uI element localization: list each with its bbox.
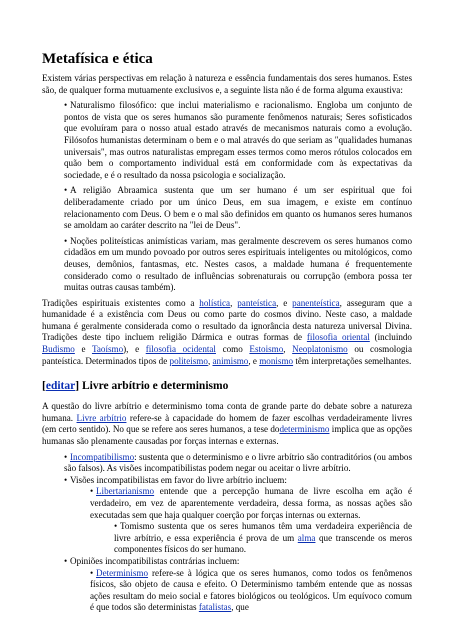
- bullet-icon: •: [64, 451, 68, 462]
- link-determinismo[interactable]: determinismo: [279, 424, 330, 435]
- list-item: • Determinismo refere-se à lógica que os seres humanos, como todos os fenômenos físicos, são objeto de causa e efeito. O Determinismo também entende que as nossas ações resultam do meio social e fatores biológicos ou teológicos. Um equívoco comum é que todos são deterministas fatalistas, que: [90, 567, 412, 613]
- list-item: • Incompatibilismo: sustenta que o determinismo e o livre arbítrio são contraditórios (ou ambos são falsos). As visões incompatibilistas podem negar ou aceitar o livre arbítrio.: [64, 451, 412, 474]
- bullet-icon: •: [64, 100, 68, 111]
- section-heading: [editar] Livre arbítrio e determinismo: [42, 380, 229, 393]
- page-title: Metafísica e ética: [42, 51, 153, 67]
- bullet-icon: •: [64, 555, 68, 566]
- link-livre-arbitrio[interactable]: Livre arbítrio: [76, 412, 127, 423]
- bullet-icon: •: [90, 567, 94, 578]
- link-libertarianismo[interactable]: Libertarianismo: [96, 486, 155, 497]
- link-panenteistica[interactable]: panenteística: [292, 297, 340, 308]
- link-determinismo-list[interactable]: Determinismo: [96, 567, 149, 578]
- bullet-icon: •: [90, 486, 94, 497]
- link-neoplatonismo[interactable]: Neoplatonismo: [292, 344, 348, 355]
- list-item: • Tomismo sustenta que os seres humanos têm uma verdadeira experiência de livre arbítrio, e essa experiência é prova de um alma que transcende os meros componentes físicos do ser humano.: [114, 521, 413, 555]
- link-incompatibilismo[interactable]: Incompatibilismo: [70, 451, 135, 462]
- intro-paragraph: Existem várias perspectivas em relação à natureza e essência fundamentais dos seres humanos. Estes são, de qualquer forma mutuamente exclusivos e, a seguinte lista não é de forma alguma exaustiva:: [42, 73, 412, 95]
- list-item: • Libertarianismo entende que a percepção humana de livre escolha em ação é verdadeiro, em vez de aparentemente verdadeira, dessa forma, as nossas ações são executadas sem que haja qualquer coerção por forças internas ou externas.: [90, 486, 412, 520]
- link-panteistica[interactable]: panteística: [237, 297, 277, 308]
- link-animismo[interactable]: animismo: [212, 355, 249, 366]
- list-item: • Noções politeísticas animísticas variam, mas geralmente descrevem os seres humanos como cidadãos em um mundo povoado por outros seres espirituais inteligentes ou mitológicos, como deuses, demônios, fantasmas, etc. Nestes casos, a maldade humana é frequentemente considerado como o resultado de influências sobrenaturais ou corrupção (embora possa ter muitas outras causas também).: [64, 235, 412, 293]
- link-filosofia-oriental[interactable]: filosofia oriental: [306, 332, 370, 343]
- link-budismo[interactable]: Budismo: [42, 344, 75, 355]
- link-estoismo[interactable]: Estoismo: [249, 344, 284, 355]
- bullet-icon: •: [64, 185, 68, 196]
- list-item: • A religião Abraamica sustenta que um ser humano é um ser espiritual que foi deliberadamente criado por um único Deus, em sua imagem, e existe em contínuo relacionamento com Deus. O bem e o mal são definidos em quanto os humanos seres humanos se amoldam ao caráter descrito na "lei de Deus".: [64, 185, 412, 231]
- list-item: • Visões incompatibilistas em favor do livre arbítrio incluem:: [64, 474, 287, 485]
- bullet-icon: •: [114, 521, 118, 532]
- link-fatalistas[interactable]: fatalistas: [198, 602, 232, 613]
- edit-link[interactable]: editar: [45, 380, 76, 393]
- link-taoismo[interactable]: Taoísmo: [91, 344, 124, 355]
- traditions-paragraph: Tradições espirituais existentes como a holística, panteística, e panenteística, asseguram que a humanidade é a existência com Deus ou como parte do cosmos divino. Neste caso, a maldade humana é geralmente considerada como o resultado da ignorância desta natureza universal Divina. Tradições deste tipo incluem religião Dármica e outras formas de filosofia oriental (incluindo Budismo e Taoísmo), e filosofia ocidental como Estoismo, Neoplatonismo ou cosmologia panteística. Determinados tipos de politeismo, animismo, e monismo têm interpretações semelhantes.: [42, 297, 413, 366]
- list-item: • Opiniões incompatibilistas contrárias incluem:: [64, 555, 240, 566]
- list-item: • Naturalismo filosófico: que inclui materialismo e racionalismo. Engloba um conjunto de pontos de vista que os seres humanos são puramente fenômenos naturais; Seres sofisticados que evoluíram para o nosso atual estado através de mecanismos naturais como a evolução. Filósofos humanistas determinam o bem e o mal através do que seriam as "qualidades humanas universais", mas outros naturalistas empregam esses termos como meros rótulos colocados em quão bem o comportamento individual está em conformidade com às expectativas da sociedade, e é o resultado da nossa psicologia e socialização.: [64, 100, 412, 180]
- link-alma[interactable]: alma: [297, 532, 316, 543]
- link-politeismo[interactable]: politeismo: [169, 355, 208, 366]
- link-filosofia-ocidental[interactable]: filosofia ocidental: [145, 344, 216, 355]
- link-holistica[interactable]: holística: [199, 297, 231, 308]
- free-will-paragraph: A questão do livre arbítrio e determinismo toma conta de grande parte do debate sobre a natureza humana. Livre arbítrio refere-se à capacidade do homem de fazer escolhas verdadeiramente livres (em certo sentido). No que se refere aos seres humanos, a tese dodeterminismo implica que as opções humanas são plenamente causadas por forças internas e externas.: [42, 401, 412, 447]
- bullet-icon: •: [64, 474, 68, 485]
- bullet-icon: •: [64, 235, 68, 246]
- link-monismo[interactable]: monismo: [259, 355, 294, 366]
